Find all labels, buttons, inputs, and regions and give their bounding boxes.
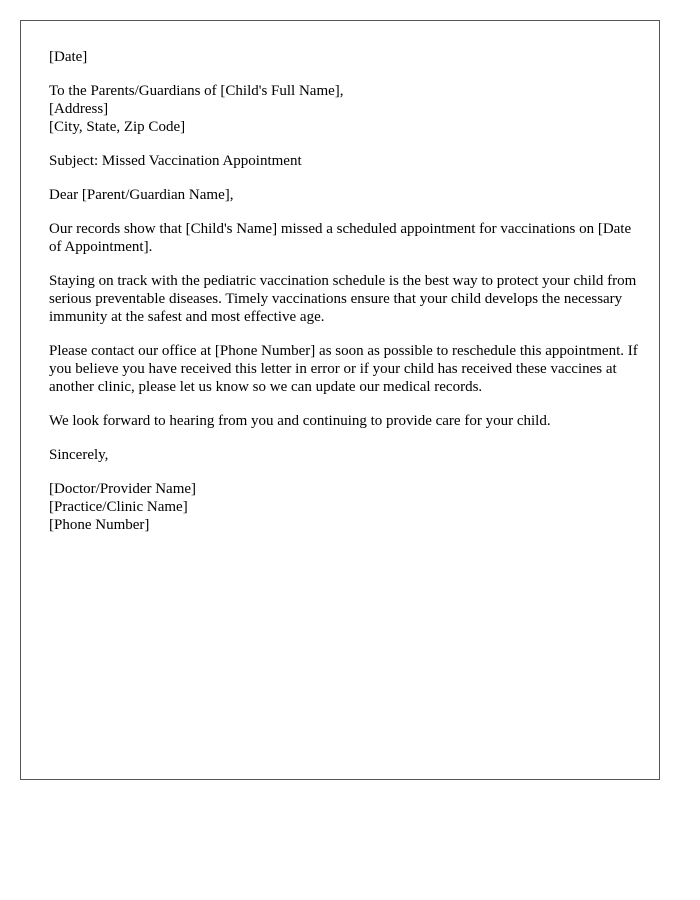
recipient-name-line: To the Parents/Guardians of [Child's Full Name], — [49, 83, 344, 99]
signature-clinic-name: [Practice/Clinic Name] — [49, 499, 188, 515]
letter-body — [49, 48, 639, 550]
signature-block — [49, 480, 639, 534]
letter-page — [20, 20, 660, 780]
letter-subject: Subject: Missed Vaccination Appointment — [49, 153, 302, 169]
paragraph-contact-office: Please contact our office at [Phone Number] as soon as possible to reschedule this appointment. If you believe you have received this letter in error or if your child has received these vaccines at another clinic, please let us know so we can update our medical records. — [49, 343, 638, 395]
recipient-city-line: [City, State, Zip Code] — [49, 119, 186, 135]
paragraph-look-forward: We look forward to hearing from you and continuing to provide care for your child. — [49, 413, 551, 429]
letter-salutation: Dear [Parent/Guardian Name], — [49, 187, 234, 203]
paragraph-schedule-importance: Staying on track with the pediatric vaccination schedule is the best way to protect your child from serious preventable diseases. Timely vaccinations ensure that your child develops the necessary immunity at the safest and most effective age. — [49, 273, 637, 325]
letter-closing: Sincerely, — [49, 447, 109, 463]
recipient-address-line: [Address] — [49, 101, 109, 117]
signature-provider-name: [Doctor/Provider Name] — [49, 481, 197, 497]
signature-phone-number: [Phone Number] — [49, 517, 150, 533]
recipient-block — [49, 82, 639, 136]
letter-date: [Date] — [49, 49, 88, 65]
paragraph-missed-appointment: Our records show that [Child's Name] missed a scheduled appointment for vaccinations on [Date of Appointment]. — [49, 221, 632, 255]
